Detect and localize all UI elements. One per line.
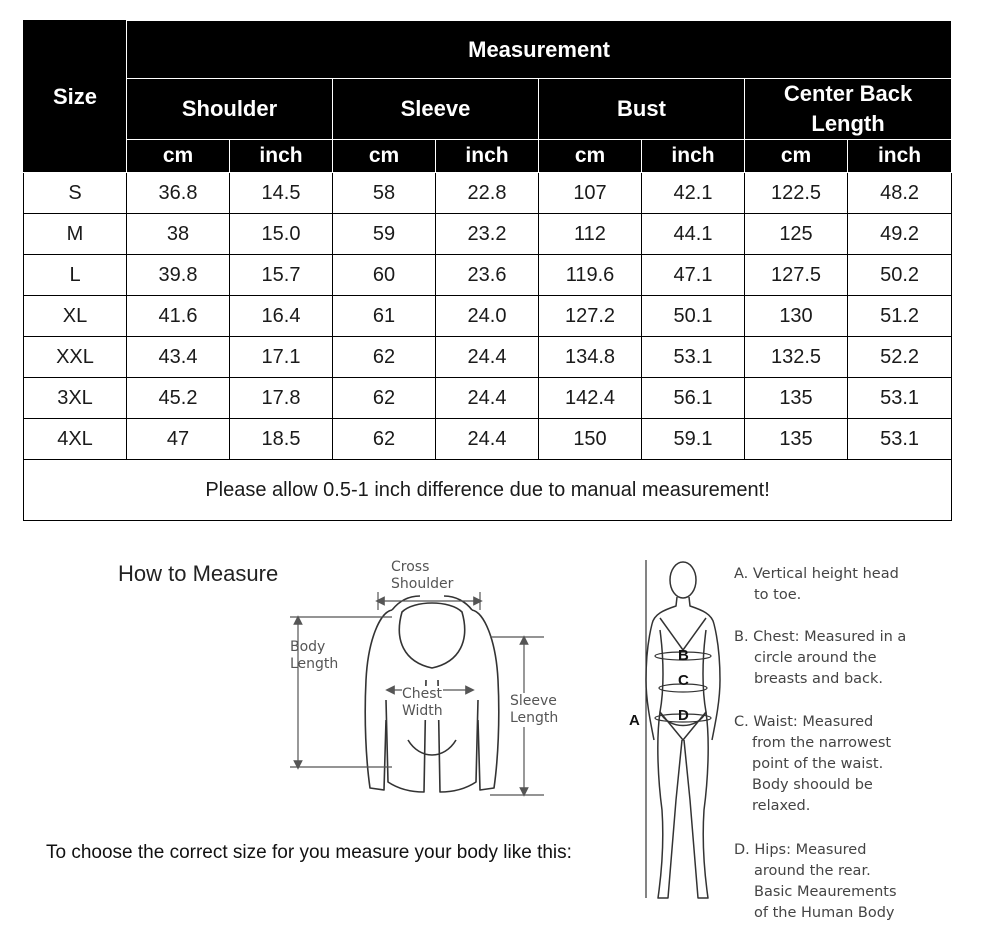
value-cell: 52.2 [848,337,952,378]
unit-header: inch [642,140,745,173]
value-cell: 38 [127,214,230,255]
value-cell: 142.4 [539,378,642,419]
chest-width-label: Chest Width [402,686,443,719]
size-cell: 4XL [24,419,127,460]
unit-header: cm [333,140,436,173]
value-cell: 47 [127,419,230,460]
value-cell: 107 [539,173,642,214]
value-cell: 50.2 [848,255,952,296]
value-cell: 16.4 [230,296,333,337]
value-cell: 125 [745,214,848,255]
group-header-sleeve: Sleeve [333,79,539,140]
value-cell: 134.8 [539,337,642,378]
unit-header: inch [436,140,539,173]
value-cell: 36.8 [127,173,230,214]
value-cell: 44.1 [642,214,745,255]
cross-shoulder-label: Cross Shoulder [391,559,454,592]
value-cell: 135 [745,378,848,419]
value-cell: 127.2 [539,296,642,337]
value-cell: 23.2 [436,214,539,255]
size-cell: XXL [24,337,127,378]
size-cell: S [24,173,127,214]
value-cell: 130 [745,296,848,337]
how-to-measure-title: How to Measure [118,561,279,586]
size-header: Size [24,21,127,173]
sleeve-length-label: Sleeve Length [510,693,559,726]
value-cell: 41.6 [127,296,230,337]
unit-header: cm [539,140,642,173]
size-cell: L [24,255,127,296]
definition-d: D. Hips: Measured around the rear. Basic Meaurements of the Human Body [734,842,897,921]
value-cell: 53.1 [848,378,952,419]
value-cell: 15.7 [230,255,333,296]
value-cell: 51.2 [848,296,952,337]
value-cell: 17.8 [230,378,333,419]
value-cell: 53.1 [642,337,745,378]
value-cell: 17.1 [230,337,333,378]
measurement-header: Measurement [127,21,952,79]
value-cell: 62 [333,378,436,419]
value-cell: 50.1 [642,296,745,337]
size-cell: XL [24,296,127,337]
value-cell: 24.0 [436,296,539,337]
value-cell: 59 [333,214,436,255]
size-cell: 3XL [24,378,127,419]
unit-header: cm [745,140,848,173]
value-cell: 43.4 [127,337,230,378]
value-cell: 49.2 [848,214,952,255]
value-cell: 53.1 [848,419,952,460]
definition-a: A. Vertical height head to toe. [734,566,899,603]
group-header-center-back-length: Center Back Length [745,79,952,140]
value-cell: 14.5 [230,173,333,214]
unit-header: inch [230,140,333,173]
value-cell: 127.5 [745,255,848,296]
value-cell: 112 [539,214,642,255]
value-cell: 61 [333,296,436,337]
body-length-label: Body Length [290,639,339,672]
body-letter-b: B [678,647,689,664]
value-cell: 45.2 [127,378,230,419]
value-cell: 59.1 [642,419,745,460]
value-cell: 47.1 [642,255,745,296]
body-letter-c: C [678,672,689,689]
value-cell: 23.6 [436,255,539,296]
size-cell: M [24,214,127,255]
value-cell: 132.5 [745,337,848,378]
value-cell: 150 [539,419,642,460]
value-cell: 62 [333,419,436,460]
value-cell: 62 [333,337,436,378]
value-cell: 60 [333,255,436,296]
value-cell: 135 [745,419,848,460]
unit-header: inch [848,140,952,173]
group-header-bust: Bust [539,79,745,140]
value-cell: 42.1 [642,173,745,214]
measurement-note: Please allow 0.5-1 inch difference due to manual measurement! [24,460,952,521]
value-cell: 15.0 [230,214,333,255]
value-cell: 58 [333,173,436,214]
value-cell: 22.8 [436,173,539,214]
value-cell: 24.4 [436,378,539,419]
value-cell: 56.1 [642,378,745,419]
unit-header: cm [127,140,230,173]
value-cell: 24.4 [436,337,539,378]
definition-b: B. Chest: Measured in a circle around the breasts and back. [734,629,907,687]
value-cell: 18.5 [230,419,333,460]
choose-size-instruction: To choose the correct size for you measure your body like this: [46,842,572,863]
value-cell: 39.8 [127,255,230,296]
value-cell: 119.6 [539,255,642,296]
group-header-shoulder: Shoulder [127,79,333,140]
definition-c: C. Waist: Measured from the narrowest point of the waist. Body shoould be relaxed. [734,714,892,814]
body-letter-a: A [629,712,640,729]
human-body-drawing [646,562,720,898]
body-letter-d: D [678,707,689,724]
value-cell: 24.4 [436,419,539,460]
value-cell: 122.5 [745,173,848,214]
value-cell: 48.2 [848,173,952,214]
